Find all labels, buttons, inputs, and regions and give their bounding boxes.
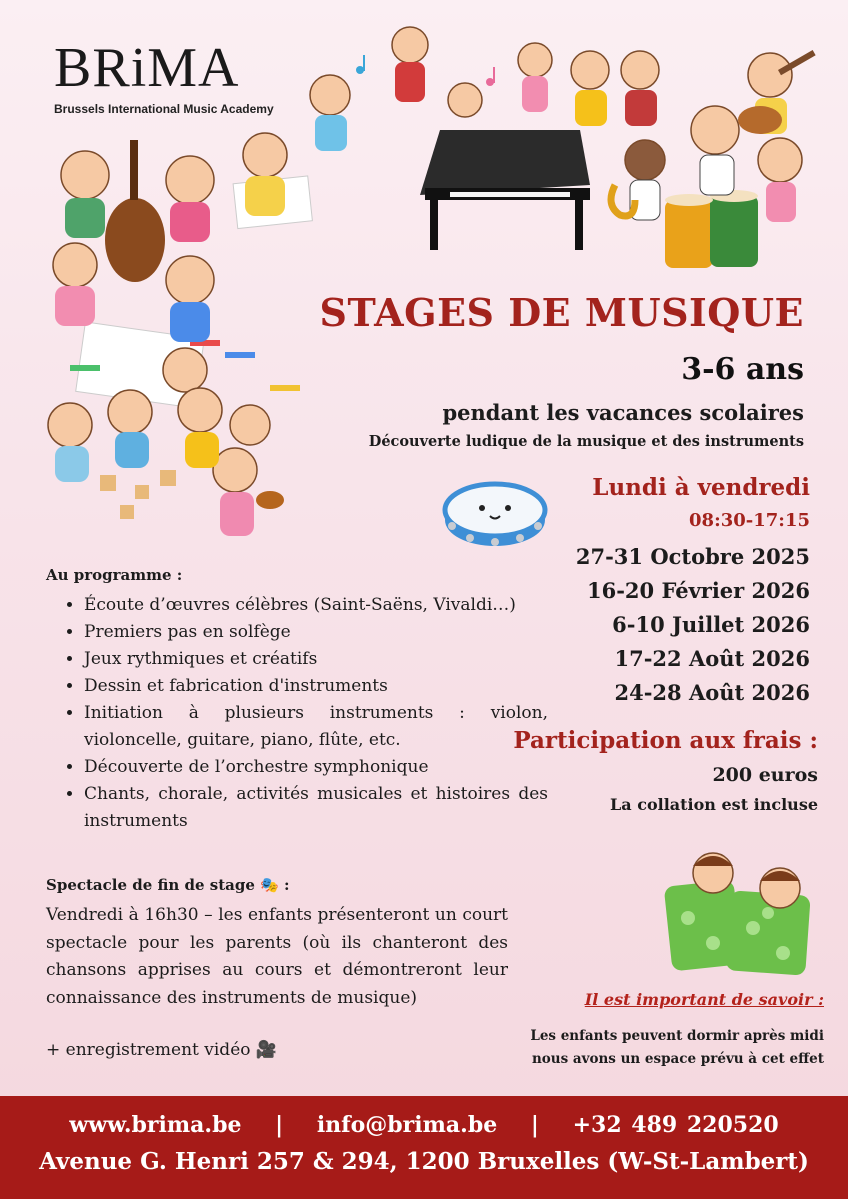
programme-item: • Chants, chorale, activités musicales et histoires des instruments: [84, 781, 548, 835]
period-subtitle: pendant les vacances scolaires: [442, 400, 804, 425]
email-link[interactable]: info@brima.be: [316, 1112, 498, 1138]
fees-note: La collation est incluse: [610, 795, 818, 814]
fees-amount: 200 euros: [712, 764, 818, 786]
date-item: 17-22 Août 2026: [614, 646, 810, 671]
important-title: Il est important de savoir :: [584, 990, 824, 1009]
important-line-2: nous avons un espace prévu à cet effet: [531, 1051, 824, 1067]
programme-item: • Découverte de l’orchestre symphonique: [84, 754, 548, 781]
phone-number[interactable]: +32 489 220520: [572, 1112, 779, 1138]
programme-item: • Dessin et fabrication d'instruments: [84, 673, 548, 700]
programme-item: • Premiers pas en solfège: [84, 619, 548, 646]
footer-contacts: [0, 1112, 848, 1138]
date-item: 24-28 Août 2026: [614, 680, 810, 705]
discovery-tagline: Découverte ludique de la musique et des instruments: [368, 433, 804, 450]
programme-list: [44, 592, 548, 835]
programme-title: Au programme :: [46, 566, 183, 584]
programme-item: • Initiation à plusieurs instruments : violon, violoncelle, guitare, piano, flûte, etc.: [84, 700, 548, 754]
page-title: STAGES DE MUSIQUE: [319, 290, 804, 335]
age-range: 3-6 ans: [681, 352, 804, 387]
important-line-1: Les enfants peuvent dormir après midi: [530, 1028, 824, 1044]
children-music-illustration: [290, 10, 830, 270]
programme-item: • Jeux rythmiques et créatifs: [84, 646, 548, 673]
brand-logo: BRiMA: [54, 37, 240, 99]
show-title: Spectacle de fin de stage 🎭 :: [46, 876, 290, 894]
date-item: 16-20 Février 2026: [586, 578, 810, 603]
schedule-hours: 08:30-17:15: [689, 510, 810, 531]
footer-address: Avenue G. Henri 257 & 294, 1200 Bruxelles (W-St-Lambert): [39, 1148, 809, 1175]
fees-title: Participation aux frais :: [513, 727, 818, 754]
website-link[interactable]: www.brima.be: [69, 1112, 242, 1138]
show-description: Vendredi à 16h30 – les enfants présenteront un court spectacle pour les parents (où ils chanteront des chansons apprises au cours et démontreront leur connaissance des instruments de musique): [46, 905, 508, 1008]
sleeping-children-illustration: [668, 848, 818, 978]
date-item: 27-31 Octobre 2025: [575, 544, 810, 569]
show-video-note: + enregistrement vidéo 🎥: [46, 1040, 278, 1060]
contact-footer: [0, 1096, 848, 1199]
tambourine-illustration: [440, 474, 550, 554]
date-item: 6-10 Juillet 2026: [612, 612, 810, 637]
footer-separator: |: [530, 1112, 539, 1138]
footer-separator: |: [275, 1112, 284, 1138]
children-activities-illustration: [40, 140, 310, 580]
programme-item: • Écoute d’œuvres célèbres (Saint-Saëns, Vivaldi…): [84, 592, 548, 619]
schedule-days: Lundi à vendredi: [592, 474, 810, 501]
schedule-dates: [576, 540, 810, 710]
brand-subtitle: Brussels International Music Academy: [54, 102, 274, 116]
